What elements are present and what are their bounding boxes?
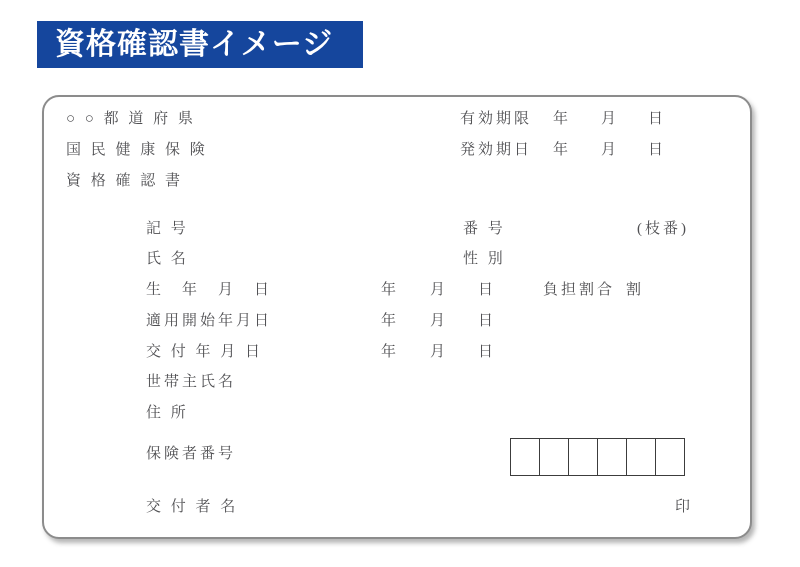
seal-mark: 印 [675,499,694,515]
name-label: 氏 名 [146,251,189,267]
insurer-number-cell [510,438,540,476]
issuer-prefecture-line: ○ ○ 都 道 府 県 [66,111,196,127]
insurer-number-cell [655,438,685,476]
insurer-number-label: 保険者番号 [146,446,237,462]
issue-year-unit: 年 [381,344,400,360]
birth-day-unit: 日 [478,282,497,298]
address-label: 住 所 [146,405,189,421]
issue-month-unit: 月 [430,344,449,360]
expiry-day-unit: 日 [648,111,667,127]
birth-date-label: 生 年 月 日 [146,282,273,298]
insurer-number-boxes [510,438,685,476]
insurer-number-cell [597,438,627,476]
page-title: 資格確認書イメージ [55,27,334,61]
issue-day-unit: 日 [478,344,497,360]
qualification-card [42,95,752,539]
branch-number-label: (枝番) [637,221,689,237]
start-year-unit: 年 [381,313,400,329]
birth-year-unit: 年 [381,282,400,298]
insurer-number-cell [626,438,656,476]
burden-ratio-label: 負担割合 [543,282,616,298]
effective-day-unit: 日 [648,142,667,158]
document-title-line: 資 格 確 認 書 [66,173,184,189]
insurance-type-line: 国 民 健 康 保 険 [66,142,208,158]
symbol-label: 記 号 [146,221,189,237]
effective-month-unit: 月 [601,142,620,158]
birth-month-unit: 月 [430,282,449,298]
sex-label: 性 別 [463,251,506,267]
insurer-number-cell [568,438,598,476]
number-label: 番 号 [463,221,506,237]
expiry-month-unit: 月 [601,111,620,127]
issuer-name-label: 交 付 者 名 [146,499,239,515]
expiry-year-unit: 年 [553,111,572,127]
start-month-unit: 月 [430,313,449,329]
effective-label: 発効期日 [460,142,533,158]
effective-year-unit: 年 [553,142,572,158]
title-banner [37,21,363,68]
application-start-label: 適用開始年月日 [146,313,273,329]
insurer-number-cell [539,438,569,476]
householder-name-label: 世帯主氏名 [146,374,237,390]
burden-unit-label: 割 [626,282,645,298]
start-day-unit: 日 [478,313,497,329]
expiry-label: 有効期限 [460,111,533,127]
issue-date-label: 交 付 年 月 日 [146,344,264,360]
